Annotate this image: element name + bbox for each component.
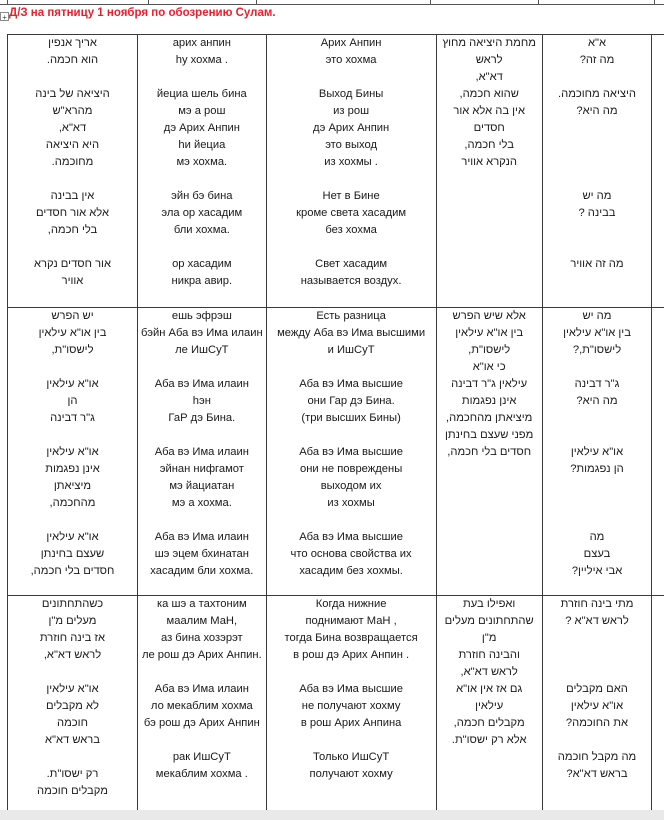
cell-line: היא היציאה bbox=[45, 139, 100, 151]
source-text-column-cell bbox=[436, 596, 542, 811]
cell-line: את החוכמה? bbox=[565, 717, 629, 729]
cell-line bbox=[270, 427, 433, 444]
cell-line bbox=[546, 495, 648, 512]
cell-line: דא"א, bbox=[58, 122, 87, 134]
cell-line: называется воздух. bbox=[300, 275, 402, 287]
cell-line: Аба вэ Има илаин bbox=[154, 446, 249, 458]
cell-line bbox=[546, 239, 648, 256]
cell-line: кроме света хасадим bbox=[296, 207, 407, 219]
cell-line: או"א עילאין bbox=[570, 446, 624, 458]
cell-line: או"א עילאין bbox=[46, 446, 99, 458]
cell-line: בין או"א עילאין bbox=[563, 327, 631, 339]
cell-line bbox=[141, 664, 263, 681]
cell-line bbox=[11, 239, 134, 256]
cell-line: לראש bbox=[475, 54, 503, 66]
cell-line: мекаблим хохма . bbox=[155, 768, 248, 780]
cell-line: בבינה ? bbox=[578, 207, 616, 219]
cell-line: כי או"א bbox=[472, 361, 506, 373]
cell-line bbox=[546, 222, 648, 239]
cell-line: выходом их bbox=[320, 480, 382, 492]
cell-line: эйнан нифгамот bbox=[159, 463, 244, 475]
cell-line bbox=[546, 647, 648, 664]
cell-line bbox=[141, 512, 263, 529]
cell-line: хасадим бли хохма. bbox=[150, 565, 254, 577]
cell-line: מה היא? bbox=[576, 395, 618, 407]
cell-line: хасадим без хохмы. bbox=[299, 565, 403, 577]
cell-line: без хохма bbox=[325, 224, 377, 236]
cell-line: hэн bbox=[192, 395, 211, 407]
cell-line: получают хохму bbox=[309, 768, 393, 780]
cell-line bbox=[546, 427, 648, 444]
cell-line: тогда Бина возвращается bbox=[284, 632, 418, 644]
cell-line: א"א bbox=[587, 37, 606, 49]
cell-line: אריך אנפין bbox=[48, 37, 97, 49]
cell-line: הן bbox=[67, 395, 78, 407]
cell-line bbox=[270, 664, 433, 681]
cell-line: בין או"א עילאין bbox=[38, 327, 107, 339]
cell-line: Аба вэ Има илаин bbox=[154, 531, 249, 543]
move-handle-icon[interactable]: + bbox=[0, 12, 9, 21]
table-row bbox=[8, 596, 664, 811]
cell-line: йециа шель бина bbox=[156, 88, 247, 100]
cell-line: бли хохма. bbox=[173, 224, 230, 236]
cell-line bbox=[546, 137, 648, 154]
cell-line: אלא שיש הפרש bbox=[452, 310, 526, 322]
cell-line: מה זה? bbox=[579, 54, 615, 66]
cell-line: они не повреждены bbox=[299, 463, 403, 475]
cell-line: מחמת היציאה מחוץ bbox=[442, 37, 536, 49]
cell-line: מה היא? bbox=[576, 105, 618, 117]
cell-line bbox=[546, 664, 648, 681]
cell-line: עילאין bbox=[475, 700, 504, 712]
cell-line: הנקרא אוויר bbox=[461, 156, 517, 168]
cell-line: מקבלים חכמה, bbox=[453, 717, 525, 729]
cell-line bbox=[11, 69, 134, 86]
cell-line bbox=[546, 359, 648, 376]
cell-line: hу хохма . bbox=[175, 54, 228, 66]
cell-line: הן נפגמות? bbox=[570, 463, 624, 475]
cell-line: эла ор хасадим bbox=[161, 207, 243, 219]
cell-line: מהרא"ש bbox=[52, 105, 93, 117]
cell-line bbox=[270, 359, 433, 376]
cell-line: из хохмы bbox=[327, 497, 375, 509]
cell-line: חוכמה bbox=[57, 717, 88, 729]
cell-line bbox=[141, 171, 263, 188]
cell-line: שהוא חכמה, bbox=[459, 88, 519, 100]
cell-line: мэ хохма. bbox=[176, 156, 228, 168]
cell-line: (три высших Бины) bbox=[301, 412, 401, 424]
cell-line: עילאין ג"ר דבינה bbox=[451, 378, 528, 390]
hebrew-column-cell bbox=[8, 596, 138, 811]
questions-column-cell bbox=[542, 308, 651, 596]
cell-line: אינן נפגמות bbox=[461, 395, 517, 407]
cell-line: לראש דא"א ? bbox=[565, 615, 629, 627]
cell-line: בראש דא"א bbox=[45, 734, 100, 746]
cell-line: כשהתחתונים bbox=[41, 598, 104, 610]
cell-line: רק ישסו"ת. bbox=[46, 768, 99, 780]
cell-line: בעצם bbox=[583, 548, 611, 560]
cell-line: Есть разница bbox=[316, 310, 386, 322]
cell-line: ле ИшСуТ bbox=[175, 344, 229, 356]
cell-line: дэ Арих Анпин bbox=[312, 122, 390, 134]
cell-line: לראש דא"א, bbox=[460, 666, 518, 678]
cell-line: арих анпин bbox=[172, 37, 231, 49]
cell-line: מה זה אוויר bbox=[570, 258, 624, 270]
cell-line: это выход bbox=[325, 139, 377, 151]
cell-line: рак ИшСуТ bbox=[172, 751, 231, 763]
cell-line: אבי איליין? bbox=[571, 565, 623, 577]
cell-line: מה יש bbox=[582, 310, 612, 322]
cell-line: из рош bbox=[333, 105, 370, 117]
cell-line: поднимают МаН , bbox=[305, 615, 397, 627]
cell-line: חסדים בלי חכמה, bbox=[30, 565, 115, 577]
cell-line bbox=[546, 478, 648, 495]
cell-line: в рош Арих Анпина bbox=[300, 717, 402, 729]
cell-line: это хохма bbox=[325, 54, 377, 66]
top-table-border bbox=[0, 0, 664, 5]
cell-line: גם אז אין או"א bbox=[456, 683, 523, 695]
cell-line: эйн бэ бина bbox=[171, 190, 233, 202]
cell-line: בלי חכמה, bbox=[47, 224, 98, 236]
cell-line bbox=[141, 69, 263, 86]
cell-line bbox=[546, 630, 648, 647]
cell-line: что основа свойства их bbox=[290, 548, 412, 560]
cutoff-column-cell bbox=[652, 308, 664, 596]
cell-line: из хохмы . bbox=[324, 156, 378, 168]
cell-line: אין בבינה bbox=[50, 190, 95, 202]
cell-line bbox=[11, 664, 134, 681]
cell-line bbox=[546, 171, 648, 188]
cell-line: Только ИшСуТ bbox=[313, 751, 390, 763]
bottom-strip bbox=[0, 810, 664, 820]
cell-line: שעצם בחינתן bbox=[40, 548, 105, 560]
cell-line: мэ а рош bbox=[178, 105, 226, 117]
cell-line bbox=[270, 732, 433, 749]
page-heading: Д/З на пятницу 1 ноября по обозрению Сулам. bbox=[9, 7, 276, 19]
cell-line bbox=[546, 154, 648, 171]
cell-line: в рош дэ Арих Анпин . bbox=[293, 649, 410, 661]
cell-line: מה יש bbox=[582, 190, 612, 202]
cell-line: הוא חכמה. bbox=[46, 54, 99, 66]
cell-line: они Гар дэ Бина. bbox=[307, 395, 395, 407]
table-row bbox=[8, 308, 664, 596]
transliteration-column-cell bbox=[137, 596, 266, 811]
cell-line: Аба вэ Има илаин bbox=[154, 378, 249, 390]
cell-line bbox=[141, 359, 263, 376]
questions-column-cell bbox=[542, 596, 651, 811]
cell-line: מתי בינה חוזרת bbox=[560, 598, 634, 610]
cell-line bbox=[546, 512, 648, 529]
cell-line bbox=[546, 69, 648, 86]
cell-line: мэ йациатан bbox=[169, 480, 235, 492]
cell-line: אלא רק ישסו"ת. bbox=[451, 734, 527, 746]
cell-line: מקבלים חוכמה bbox=[37, 785, 108, 797]
cell-line: мэ а хохма. bbox=[171, 497, 232, 509]
cell-line: ג"ר דבינה bbox=[50, 412, 95, 424]
cell-line: ешь эфрэш bbox=[171, 310, 232, 322]
cell-line: аз бина хозэрэт bbox=[160, 632, 243, 644]
cell-line: מחוכמה. bbox=[51, 156, 94, 168]
source-text-column-cell bbox=[436, 35, 542, 308]
cell-line: hи йециа bbox=[178, 139, 226, 151]
cell-line: ло мекаблим хохма bbox=[150, 700, 253, 712]
cell-line: או"א עילאין bbox=[46, 531, 99, 543]
cell-line bbox=[11, 749, 134, 766]
cutoff-column-cell bbox=[652, 35, 664, 308]
cell-line: ле рош дэ Арих Анпин. bbox=[141, 649, 262, 661]
cell-line: מפני שעצם בחינתן bbox=[445, 429, 534, 441]
cell-line: מעלים מ"ן bbox=[48, 615, 97, 627]
translation-column-cell bbox=[266, 35, 436, 308]
cell-line: ГаР дэ Бина. bbox=[168, 412, 236, 424]
cell-line: Когда нижние bbox=[315, 598, 387, 610]
cell-line: לראש דא"א, bbox=[43, 649, 102, 661]
cell-line bbox=[141, 239, 263, 256]
cell-line: Аба вэ Има высшие bbox=[299, 683, 403, 695]
transliteration-column-cell bbox=[137, 35, 266, 308]
cell-line: לא מקבלים bbox=[46, 700, 99, 712]
cell-line: בלי חכמה, bbox=[464, 139, 514, 151]
cell-line: Арих Анпин bbox=[320, 37, 382, 49]
cell-line: אור חסדים נקרא bbox=[33, 258, 111, 270]
cell-line: Свет хасадим bbox=[315, 258, 388, 270]
cell-line bbox=[546, 410, 648, 427]
cell-line bbox=[270, 69, 433, 86]
cell-line: דא"א, bbox=[475, 71, 503, 83]
cell-line: חסדים בלי חכמה, bbox=[447, 446, 532, 458]
cell-line bbox=[11, 171, 134, 188]
cell-line: היציאה של בינה bbox=[35, 88, 110, 100]
study-table bbox=[7, 34, 664, 811]
cell-line: מה bbox=[589, 531, 605, 543]
cell-line: и ИшСуТ bbox=[327, 344, 375, 356]
cell-line: Аба вэ Има высшие bbox=[299, 446, 403, 458]
cell-line: бэйн Аба вэ Има илаин bbox=[140, 327, 263, 339]
cell-line: אוויר bbox=[61, 275, 84, 287]
cell-line: מה מקבל חוכמה bbox=[557, 751, 637, 763]
cell-line bbox=[11, 427, 134, 444]
cell-line: מ"ן bbox=[481, 632, 497, 644]
cutoff-column-cell bbox=[652, 596, 664, 811]
cell-line: לישסו"ת,? bbox=[572, 344, 622, 356]
cell-line: маалим МаН, bbox=[166, 615, 238, 627]
cell-line: не получают хохму bbox=[301, 700, 401, 712]
cell-line: ка шэ а тахтоним bbox=[157, 598, 247, 610]
cell-line: ג"ר דבינה bbox=[574, 378, 620, 390]
cell-line: האם מקבלים bbox=[566, 683, 628, 695]
cell-line: Выход Бины bbox=[318, 88, 384, 100]
translation-column-cell bbox=[266, 308, 436, 596]
table-row bbox=[8, 35, 664, 308]
cell-line: ор хасадим bbox=[172, 258, 232, 270]
cell-line: шэ эцем бхинатан bbox=[154, 548, 249, 560]
cell-line: יש הפרש bbox=[51, 310, 94, 322]
cell-line: או"א עילאין bbox=[570, 700, 624, 712]
cell-line bbox=[141, 732, 263, 749]
cell-line: אז בינה חוזרת bbox=[39, 632, 106, 644]
cell-line: Аба вэ Има высшие bbox=[299, 531, 403, 543]
cell-line: Нет в Бине bbox=[322, 190, 380, 202]
cell-line: ואפילו בעת bbox=[463, 598, 516, 610]
cell-line: אינן נפגמות bbox=[45, 463, 100, 475]
translation-column-cell bbox=[266, 596, 436, 811]
cell-line: מיציאתן מהחכמה, bbox=[446, 412, 533, 424]
cell-line bbox=[11, 512, 134, 529]
cell-line: никра авир. bbox=[171, 275, 233, 287]
cell-line: שהתחתונים מעלים bbox=[444, 615, 534, 627]
cell-line: לישסו"ת, bbox=[468, 344, 511, 356]
cell-line bbox=[270, 512, 433, 529]
cell-line: между Аба вэ Има высшими bbox=[277, 327, 426, 339]
cell-line: והבינה חוזרת bbox=[458, 649, 520, 661]
cell-line: бэ рош дэ Арих Анпин bbox=[143, 717, 260, 729]
cell-line: או"א עילאין bbox=[46, 683, 99, 695]
cell-line bbox=[270, 239, 433, 256]
cell-line: אלא אור חסדים bbox=[35, 207, 109, 219]
cell-line bbox=[546, 732, 648, 749]
cell-line: אין בה אלא אור bbox=[453, 105, 525, 117]
cell-line: היציאה מחוכמה. bbox=[558, 88, 636, 100]
transliteration-column-cell bbox=[137, 308, 266, 596]
hebrew-column-cell bbox=[8, 308, 138, 596]
cell-line bbox=[546, 120, 648, 137]
cell-line: או"א עילאין bbox=[46, 378, 99, 390]
cell-line bbox=[270, 171, 433, 188]
cell-line: дэ Арих Анпин bbox=[163, 122, 240, 134]
questions-column-cell bbox=[542, 35, 651, 308]
cell-line bbox=[11, 359, 134, 376]
cell-line bbox=[141, 427, 263, 444]
cell-line: Аба вэ Има илаин bbox=[154, 683, 249, 695]
cell-line: מיציאתן bbox=[53, 480, 92, 492]
cell-line: בין או"א עילאין bbox=[455, 327, 524, 339]
source-text-column-cell bbox=[436, 308, 542, 596]
cell-line: לישסו"ת, bbox=[51, 344, 94, 356]
cell-line: בראש דא"א? bbox=[566, 768, 628, 780]
hebrew-column-cell bbox=[8, 35, 138, 308]
cell-line: חסדים bbox=[473, 122, 505, 134]
cell-line: מהחכמה, bbox=[49, 497, 96, 509]
cell-line: Аба вэ Има высшие bbox=[299, 378, 403, 390]
